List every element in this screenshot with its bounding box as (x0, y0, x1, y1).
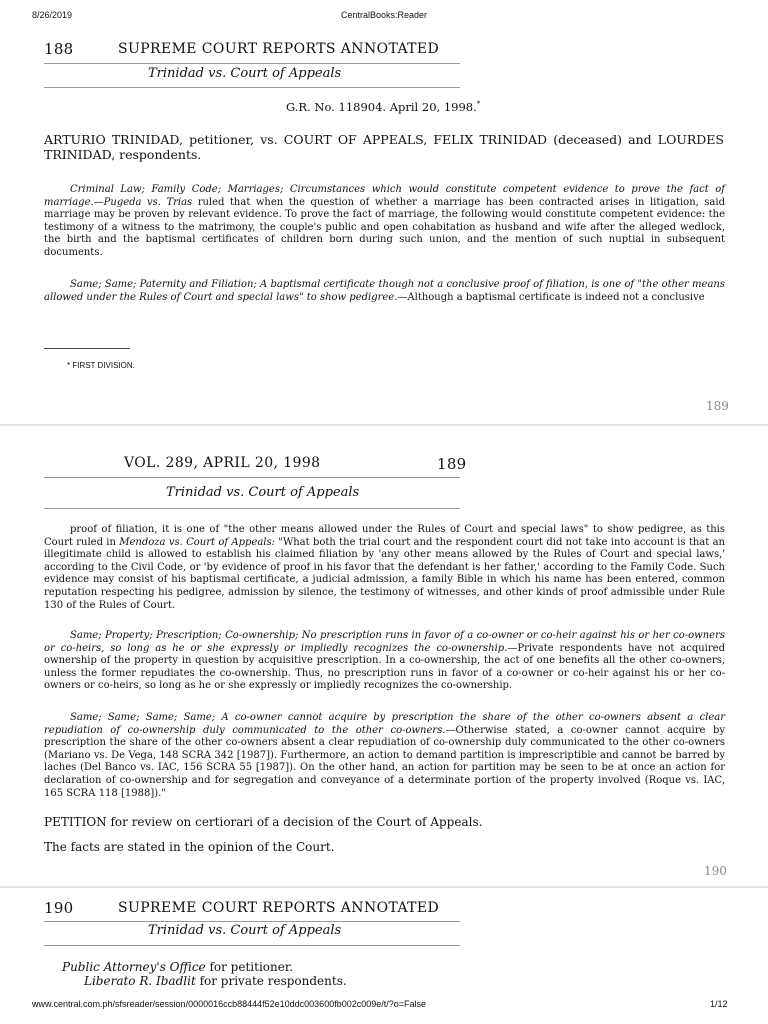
facts-line: The facts are stated in the opinion of the Court. (44, 840, 335, 854)
gr-number (286, 100, 480, 114)
body-text: proof of filiation, it is one of "the other means allowed under the Rules of Court and special laws" to show pedigree, as this Court ruled in (44, 524, 725, 548)
body-paragraph (44, 524, 725, 612)
running-title: VOL. 289, APRIL 20, 1998 (124, 455, 321, 471)
header-rule (44, 63, 460, 64)
syllabus-paragraph (44, 630, 725, 693)
body-text: "What both the trial court and the respondent court did not take into account is that an illegitimate child is allowed to establish his claimed filiation by 'any other means allowed by the Rules of Court and special laws,' according to the Civil Code, or 'by evidence of proof in his favor that the defendant is her father,' according to the Family Code. Such evidence may consist of his baptismal certificate, a judicial admission, a family Bible in which his name has been entered, common reputation respecting his pedigree, admission by silence, the testimony of witnesses, and other kinds of proof admissible under Rule 130 of the Rules of Court. (44, 536, 725, 611)
next-page-marker: 189 (706, 399, 729, 413)
header-rule (44, 945, 460, 946)
footnote-rule (44, 348, 130, 349)
counsel-petitioner (62, 960, 293, 974)
counsel-role: for private respondents. (195, 974, 347, 988)
syllabus-text: —Private respondents have not acquired ownership of the property in question by acquisitive prescription. In a co-ownership, the act of one benefits all the other co-owners, unless the former repudiates the co-ownership. Thus, no prescription runs in favor of a co-owner or co-heir against his or her co-owners or co-heirs, so long as he or she expressly or impliedly recognizes the co-ownership. (44, 642, 725, 692)
case-title: Trinidad vs. Court of Appeals (148, 66, 342, 81)
page-number: 189 (437, 455, 467, 473)
page-number: 188 (44, 40, 74, 58)
counsel-name: Liberato R. Ibadlit (84, 974, 196, 988)
case-title: Trinidad vs. Court of Appeals (148, 923, 342, 938)
syllabus-heading: Same; Property; Prescription; Co-ownership; No prescription runs in favor of a co-owner or co-heir against his or her co-owners or co-heirs, so long as he or she expressly or impliedly recognizes the co-ownership. (44, 630, 725, 654)
syllabus-heading: Same; Same; Paternity and Filiation; A baptismal certificate though not a conclusive proof of filiation, is one of "the other means allowed under the Rules of Court and special laws" to show pedigree. (44, 279, 725, 303)
syllabus-heading: Same; Same; Same; Same; A co-owner cannot acquire by prescription the share of the other co-owners absent a clear repudiation of co-ownership duly communicated to the other co-owners. (44, 712, 725, 736)
page-divider (0, 424, 768, 426)
case-parties: ARTURIO TRINIDAD, petitioner, vs. COURT OF APPEALS, FELIX TRINIDAD (deceased) and LOURDES TRINIDAD, respondents. (44, 132, 724, 162)
syllabus-text: ruled that when the question of whether a marriage has been contracted arises in litigation, said marriage may be proven by relevant evidence. To prove the fact of marriage, the following would constitute competent evidence: the testimony of a witness to the matrimony, the couple's public and open cohabitation as husband and wife after the alleged wedlock, the birth and the baptismal certificates of children born during such union, and the mention of such nuptial in subsequent documents. (44, 196, 725, 258)
counsel-role: for petitioner. (205, 960, 294, 974)
running-title: SUPREME COURT REPORTS ANNOTATED (118, 900, 440, 916)
syllabus-text: —Although a baptismal certificate is indeed not a conclusive (397, 291, 705, 303)
footnote-mark: * (476, 100, 481, 109)
counsel-name: Public Attorney's Office (62, 960, 206, 974)
syllabus-heading: Criminal Law; Family Code; Marriages; Circumstances which would constitute competent evidence to prove the fact of marriage.—Pugeda vs. Trias (44, 184, 725, 208)
header-rule (44, 508, 460, 509)
case-title: Trinidad vs. Court of Appeals (166, 485, 360, 500)
syllabus-paragraph (44, 712, 725, 800)
print-url: www.central.com.ph/sfsreader/session/0000016ccb88444f52e10ddc003600fb002c009e/t/?o=False (32, 999, 430, 1009)
print-date: 8/26/2019 (32, 10, 73, 20)
syllabus-text: —Otherwise stated, a co-owner cannot acquire by prescription the share of the other co-owners absent a clear repudiation of co-ownership duly communicated to the other co-owners (Mariano vs. De Vega, 148 SCRA 342 [1987]). Furthermore, an action to demand partition is imprescriptible and cannot be barred by laches (Del Banco vs. IAC, 156 SCRA 55 [1987]). On the other hand, an action for partition may be seen to be at once an action for declaration of co-ownership and for segregation and conveyance of a determinate portion of the property involved (Roque vs. IAC, 165 SCRA 118 [1988])." (44, 724, 725, 799)
petition-line: PETITION for review on certiorari of a decision of the Court of Appeals. (44, 815, 483, 829)
footnote: * FIRST DIVISION. (67, 361, 135, 370)
syllabus-paragraph (44, 184, 725, 260)
case-citation: Mendoza vs. Court of Appeals: (119, 536, 276, 548)
next-page-marker: 190 (704, 864, 727, 878)
syllabus-paragraph (44, 279, 725, 304)
gr-text: G.R. No. 118904. April 20, 1998. (286, 100, 477, 114)
page-divider (0, 886, 768, 888)
header-rule (44, 87, 460, 88)
header-rule (44, 921, 460, 922)
page-number: 190 (44, 899, 74, 917)
header-rule (44, 477, 460, 478)
counsel-respondents (84, 974, 347, 988)
running-title: SUPREME COURT REPORTS ANNOTATED (118, 41, 440, 57)
print-page-count: 1/12 (710, 999, 728, 1009)
print-title: CentralBooks:Reader (340, 10, 428, 20)
